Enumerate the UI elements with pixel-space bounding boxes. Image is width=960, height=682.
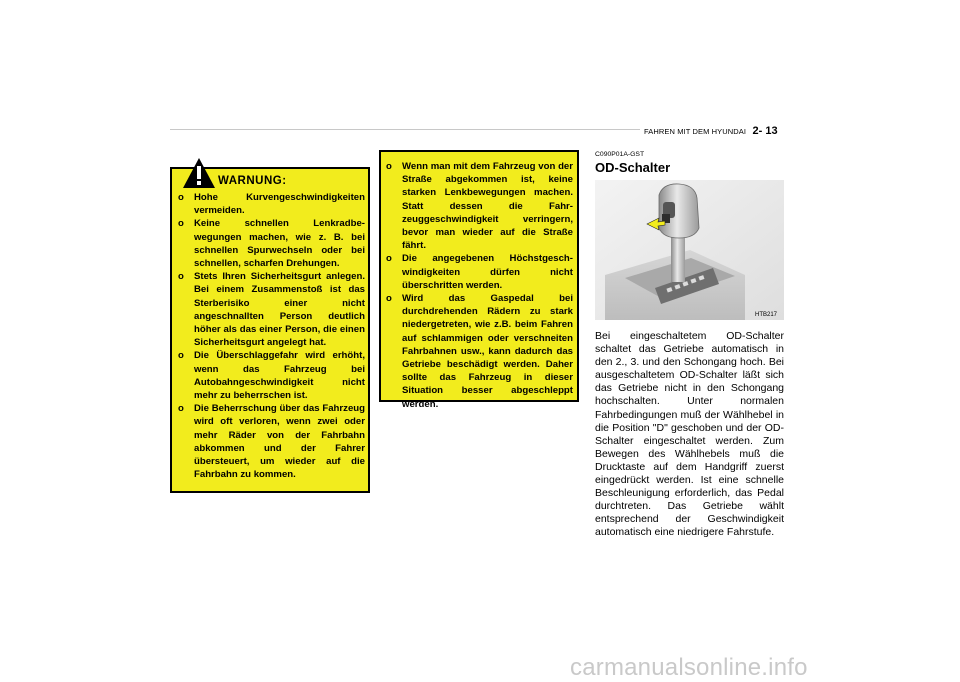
warning-item-text: Keine schnellen Lenkradbe-wegungen machen, wie z. B. bei schnellen Spurwechseln oder bei schnellen, scharfen Drehungen. (194, 218, 365, 270)
warning-list (175, 191, 365, 481)
page-number: 2- 13 (752, 125, 778, 137)
warning-item (175, 349, 365, 402)
section-title: OD-Schalter (595, 160, 671, 175)
warning-list-continued (383, 160, 573, 411)
section-body: Bei eingeschaltetem OD-Schalter schaltet das Getriebe automatisch in den 2., 3. und den Schongang hoch. Bei ausgeschaltetem OD-Schalter läßt sich das Getriebe nicht in den Schongang hochschalten. Unter normalen Fahrbedingungen muß der Wählhebel in die Position "D" geschoben und der OD-Schalter eingeschaltet werden. Zum Bewegen des Wählhebels muß die Drucktaste auf dem Handgriff zuerst eingedrückt werden. Ist eine schnelle Beschleunigung erforderlich, das Pedal durchtreten. Das Getriebe wählt entsprechend der Geschwindigkeit automatisch eine niedrigere Fahrstufe. (595, 330, 784, 539)
bullet-marker: o (178, 271, 184, 283)
bullet-marker: o (386, 253, 392, 265)
warning-item (175, 402, 365, 481)
bullet-marker: o (386, 293, 392, 305)
warning-item-text: Die Überschlaggefahr wird erhöht, wenn das Fahrzeug bei Autobahngeschwindigkeit nicht mehr zu beherrschen ist. (194, 350, 365, 402)
warning-item (175, 217, 365, 270)
header-rule (170, 129, 640, 130)
warning-title: WARNUNG: (218, 175, 287, 187)
warning-item-text: Die angegebenen Höchstgesch-windigkeiten dürfen nicht überschritten werden. (402, 253, 573, 291)
watermark: carmanualsonline.info (570, 654, 808, 681)
warning-item (175, 270, 365, 349)
warning-item-text: Stets Ihren Sicherheitsgurt anlegen. Bei einem Zusammenstoß ist das Sterberisiko einer nicht angeschnallten Person deutlich höher als das einer Person, die einen Sicherheitsgurt angelegt hat. (194, 271, 365, 349)
warning-item (175, 191, 365, 217)
gear-shifter-illustration (595, 180, 784, 320)
bullet-marker: o (178, 403, 184, 415)
warning-item (383, 160, 573, 252)
warning-item-text: Die Beherrschung über das Fahrzeug wird oft verloren, wenn zwei oder mehr Räder von der Fahrbahn abkommen und der Fahrer übersteuert, um wieder auf die Fahrbahn zu kommen. (194, 403, 365, 481)
bullet-marker: o (178, 350, 184, 362)
bullet-marker: o (178, 192, 184, 203)
warning-item-text: Hohe Kurvengeschwindigkeiten vermeiden. (194, 192, 365, 217)
warning-item-text: Wenn man mit dem Fahrzeug von der Straße abgekommen ist, keine starken Lenkbewegungen machen. Statt dessen die Fahr-zeuggeschwindigkeit verringern, bevor man wieder auf die Straße fährt. (402, 161, 573, 252)
warning-item-text: Wird das Gaspedal bei durchdrehenden Rädern zu stark niedergetreten, wie z.B. beim Fahren auf schlammigen oder verschneiten Fahrbahnen usw., kann dadurch das Getriebe beschädigt werden. Daher sollte das Fahrzeug in dieser Situation besser abgeschleppt werden. (402, 293, 573, 410)
page-header (644, 121, 778, 139)
section-code: C090P01A-GST (595, 151, 645, 158)
warning-item (383, 252, 573, 292)
header-title: FAHREN MIT DEM HYUNDAI (644, 127, 747, 136)
bullet-marker: o (178, 218, 184, 230)
image-label: HTB217 (755, 312, 778, 318)
exclamation-triangle-icon (182, 157, 216, 189)
warning-item (383, 292, 573, 411)
bullet-marker: o (386, 161, 392, 172)
